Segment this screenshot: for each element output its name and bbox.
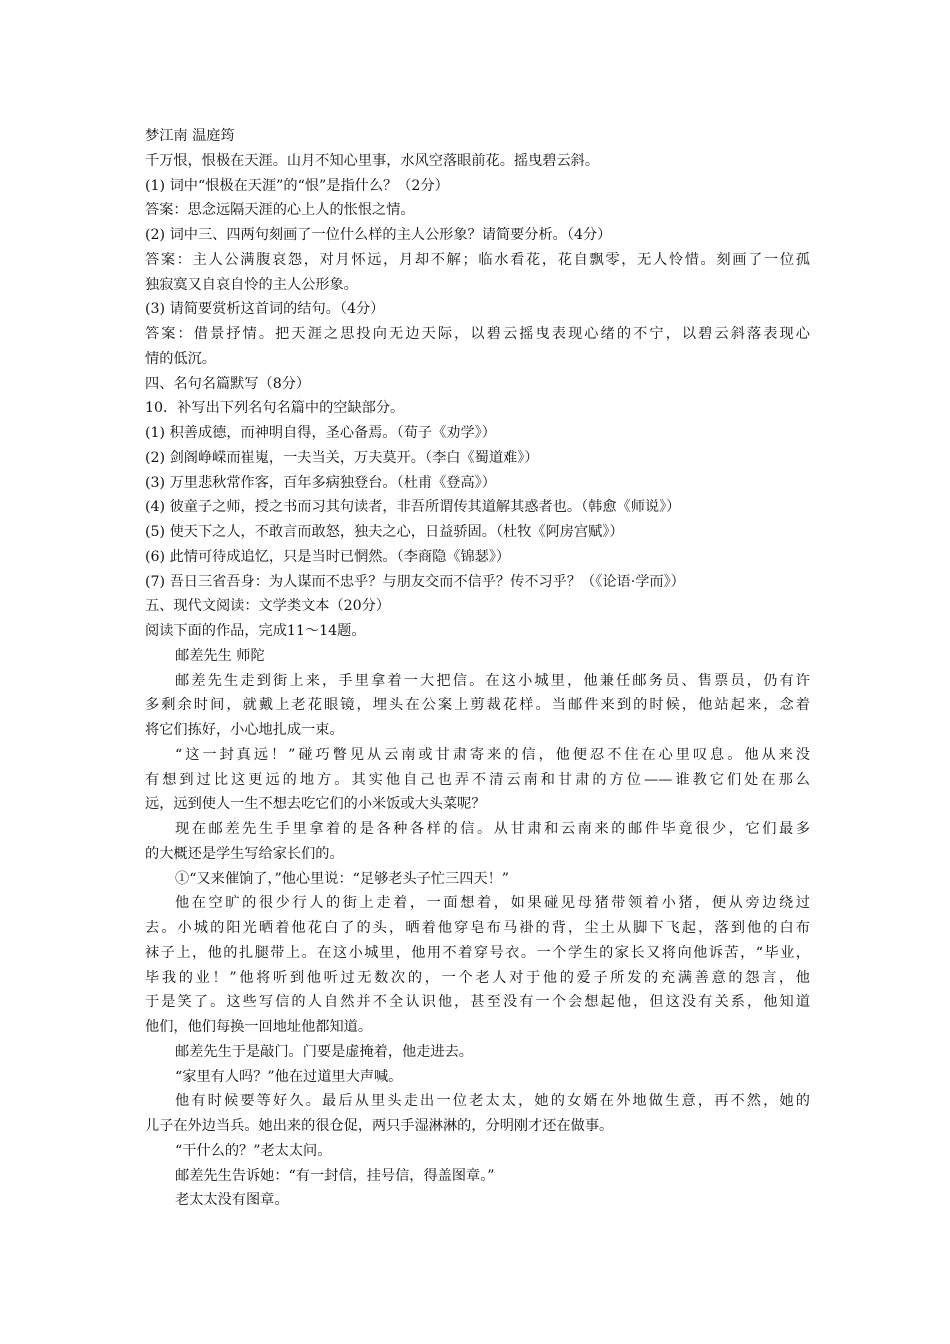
text-line: (1) 词中“恨极在天涯”的“恨”是指什么？（2分） [145, 177, 449, 194]
text-line: 答案：借景抒情。把天涯之思投向无边天际，以碧云摇曳表现心绪的不宁，以碧云斜落表现心 [145, 326, 810, 342]
text-line: 老太太没有图章。 [175, 1192, 289, 1209]
text-line: 邮差先生 师陀 [175, 647, 265, 664]
text-line: 四、名句名篇默写（8分） [145, 375, 311, 392]
text-line: “这一封真远！”碰巧瞥见从云南或甘肃寄来的信，他便忍不住在心里叹息。他从来没 [175, 746, 810, 763]
text-line: 他们，他们每换一回地址他都知道。 [145, 1019, 373, 1035]
text-line: 情的低沉。 [145, 350, 216, 367]
text-line: 五、现代文阅读：文学类文本（20分） [145, 598, 391, 615]
text-line: 于是笑了。这些写信的人自然并不全认识他，甚至没有一个会想起他，但这没有关系，他知道 [145, 994, 810, 1011]
text-line: 他有时候要等好久。最后从里头走出一位老太太，她的女婿在外地做生意，再不然，她的 [175, 1093, 810, 1110]
text-line: 梦江南 温庭筠 [145, 128, 235, 144]
text-line: 去。小城的阳光晒着他花白了的头，晒着他穿皂布马褂的背，尘土从脚下飞起，落到他的白布 [145, 920, 810, 936]
text-line: 千万恨，恨极在天涯。山月不知心里事，水风空落眼前花。摇曳碧云斜。 [145, 152, 600, 169]
text-line: 儿子在外边当兵。她出来的很仓促，两只手湿淋淋的，分明刚才还在做事。 [145, 1118, 614, 1134]
text-line: 现在邮差先生手里拿着的是各种各样的信。从甘肃和云南来的邮件毕竟很少，它们最多 [175, 821, 810, 837]
text-line: 答案：思念远隔天涯的心上人的怅恨之情。 [145, 202, 415, 219]
text-line: (2) 词中三、四两句刻画了一位什么样的主人公形象？请简要分析。（4分） [145, 227, 612, 243]
text-line: (3) 请简要赏析这首词的结句。（4分） [145, 301, 385, 318]
document-body [145, 124, 810, 1213]
text-line: (6) 此情可待成追忆，只是当时已惘然。（李商隐《锦瑟》） [145, 548, 511, 565]
text-line: 邮差先生走到街上来，手里拿着一大把信。在这小城里，他兼任邮务员、售票员，仍有许 [175, 672, 810, 689]
text-line: “干什么的？”老太太问。 [175, 1142, 332, 1159]
text-line: “家里有人吗？”他在过道里大声喊。 [175, 1068, 403, 1085]
text-line: 邮差先生于是敲门。门要是虚掩着，他走进去。 [175, 1043, 473, 1060]
text-line: 远，远到使人一生不想去吃它们的小米饭或大头菜呢？ [145, 796, 486, 813]
text-line: 多剩余时间，就戴上老花眼镜，埋头在公案上剪裁花样。当邮件来到的时候，他站起来，念着 [145, 697, 810, 714]
text-line: 的大概还是学生写给家长们的。 [145, 845, 344, 862]
text-line: 毕我的业！”他将听到他听过无数次的，一个老人对于他的爱子所发的充满善意的怨言，他 [145, 969, 810, 986]
text-line: (1) 积善成德，而神明自得，圣心备焉。（荀子《劝学》） [145, 425, 496, 441]
text-line: 有想到过比这更远的地方。其实他自己也弄不清云南和甘肃的方位——谁教它们处在那么 [145, 771, 810, 788]
text-line: 袜子上，他的扎腿带上。在这小城里，他用不着穿号衣。一个学生的家长又将向他诉苦，“毕业， [145, 944, 810, 961]
text-line: (5) 使天下之人，不敢言而敢怒，独夫之心，日益骄固。（杜牧《阿房宫赋》） [145, 524, 624, 540]
text-line: (3) 万里悲秋常作客，百年多病独登台。（杜甫《登高》） [145, 474, 496, 491]
text-line: ①“又来催饷了，”他心里说：“足够老头子忙三四天！” [175, 870, 510, 887]
text-line: 阅读下面的作品，完成11～14题。 [145, 623, 366, 639]
text-line: 他在空旷的很少行人的街上走着，一面想着，如果碰见母猪带领着小猪，便从旁边绕过 [175, 895, 810, 912]
text-line: (4) 彼童子之师，授之书而习其句读者，非吾所谓传其道解其惑者也。（韩愈《师说》） [145, 499, 681, 516]
text-line: 10．补写出下列名句名篇中的空缺部分。 [145, 400, 405, 417]
text-line: (2) 剑阁峥嵘而崔嵬，一夫当关，万夫莫开。（李白《蜀道难》） [145, 449, 539, 466]
text-line: 邮差先生告诉她：“有一封信，挂号信，得盖图章。” [175, 1167, 495, 1184]
text-line: (7) 吾日三省吾身：为人谋而不忠乎？与朋友交而不信乎？传不习乎？（《论语·学而》） [145, 573, 685, 590]
text-line: 答案：主人公满腹哀怨，对月怀远，月却不解；临水看花，花自飘零，无人怜惜。刻画了一位孤 [145, 251, 810, 268]
text-line: 独寂寞又自哀自怜的主人公形象。 [145, 276, 358, 293]
text-line: 将它们拣好，小心地扎成一束。 [145, 722, 344, 738]
